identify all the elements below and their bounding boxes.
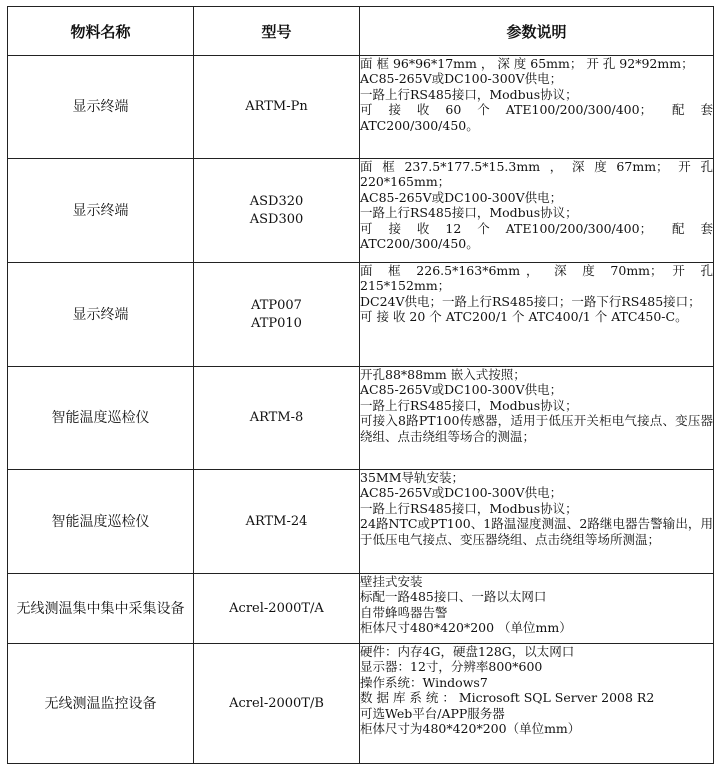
desc-line: 标配一路485接口、一路以太网口 [360,589,547,605]
cell-name: 显示终端 [8,159,194,263]
cell-model [194,367,360,470]
table-row [8,159,714,263]
cell-desc [360,56,714,159]
model-line: Acrel-2000T/A [229,600,324,616]
desc-line: 可 接 收 20 个 ATC200/1 个 ATC400/1 个 ATC450-C。 [360,309,688,325]
cell-name: 无线测温集中集中采集设备 [8,574,194,644]
desc-line: 柜体尺寸为480*420*200（单位mm） [360,721,581,737]
desc-line: AC85-265V或DC100-300V供电； [360,71,563,87]
desc-line: 一路上行RS485接口，Modbus协议； [360,86,578,102]
desc-line: 壁挂式安装 [360,574,423,589]
table-row [8,574,714,644]
desc-line: 面框237.5*177.5*15.3mm，深度67mm；开孔220*165mm； [360,159,713,190]
desc-line: 可接入8路PT100传感器，适用于低压开关柜电气接点、变压器绕组、点击绕组等场合的测温； [360,413,713,444]
desc-line: AC85-265V或DC100-300V供电； [360,485,563,501]
header-model: 型号 [194,7,360,56]
model-line: ATP010 [251,315,302,331]
model-line: ARTM-8 [249,410,304,425]
desc-line: 一路上行RS485接口，Modbus协议； [360,205,578,221]
cell-name: 显示终端 [8,56,194,159]
cell-desc [360,367,714,470]
cell-desc [360,263,714,367]
table-row [8,644,714,764]
model-line: ARTM-24 [245,513,308,529]
cell-name: 智能温度巡检仪 [8,470,194,574]
desc-line: 数 据 库 系 统 ： Microsoft SQL Server 2008 R2 [360,690,655,706]
model-line: ARTM-Pn [245,99,308,114]
desc-line: AC85-265V或DC100-300V供电； [360,382,563,398]
desc-line: DC24V供电；一路上行RS485接口；一路下行RS485接口； [360,293,701,309]
header-name: 物料名称 [8,7,194,56]
cell-name: 智能温度巡检仪 [8,367,194,470]
desc-line: AC85-265V或DC100-300V供电； [360,189,563,205]
desc-line: 面 框 226.5*163*6mm， 深 度 70mm； 开 孔 215*152mm； [360,263,713,294]
cell-model [194,644,360,764]
desc-line: 可接收60个ATE100/200/300/400； 配套 ATC200/300/450。 [360,102,713,133]
cell-model [194,56,360,159]
cell-desc [360,644,714,764]
model-line: ATP007 [251,297,302,313]
desc-line: 一路上行RS485接口，Modbus协议； [360,397,578,413]
table-body [8,56,714,764]
table-header [8,7,714,56]
desc-line: 显示器：12寸，分辨率800*600 [360,659,543,675]
table-row [8,263,714,367]
model-line: ASD300 [249,211,304,227]
cell-model [194,574,360,644]
desc-line: 面 框 96*96*17mm ， 深 度 65mm； 开 孔 92*92mm； [360,56,694,71]
desc-line: 硬件：内存4G，硬盘128G，以太网口 [360,644,575,659]
desc-line: 可接收12个ATE100/200/300/400； 配套 ATC200/300/450。 [360,220,713,252]
cell-model [194,159,360,263]
model-line: Acrel-2000T/B [229,695,324,711]
desc-line: 操作系统：Windows7 [360,674,488,690]
cell-name: 显示终端 [8,263,194,367]
desc-line: 35MM导轨安装； [360,470,465,485]
desc-line: 自带蜂鸣器告警 [360,604,448,620]
cell-desc [360,574,714,644]
cell-desc [360,159,714,263]
desc-line: 柜体尺寸480*420*200 （单位mm） [360,620,572,636]
cell-model [194,470,360,574]
desc-line: 一路上行RS485接口，Modbus协议； [360,500,578,516]
desc-line: 开孔88*88mm 嵌入式按照； [360,367,526,382]
desc-line: 24路NTC或PT100、1路温湿度测温、2路继电器告警输出，用于低压电气接点、变压器绕组、点击绕组等场所测温； [360,516,713,547]
table-row [8,470,714,574]
cell-model [194,263,360,367]
cell-name: 无线测温监控设备 [8,644,194,764]
desc-line: 可选Web平台/APP服务器 [360,705,505,721]
header-row [8,7,714,56]
spec-table [7,6,714,764]
table-row [8,56,714,159]
model-line: ASD320 [249,193,304,209]
cell-desc [360,470,714,574]
header-desc: 参数说明 [360,7,714,56]
table-row [8,367,714,470]
